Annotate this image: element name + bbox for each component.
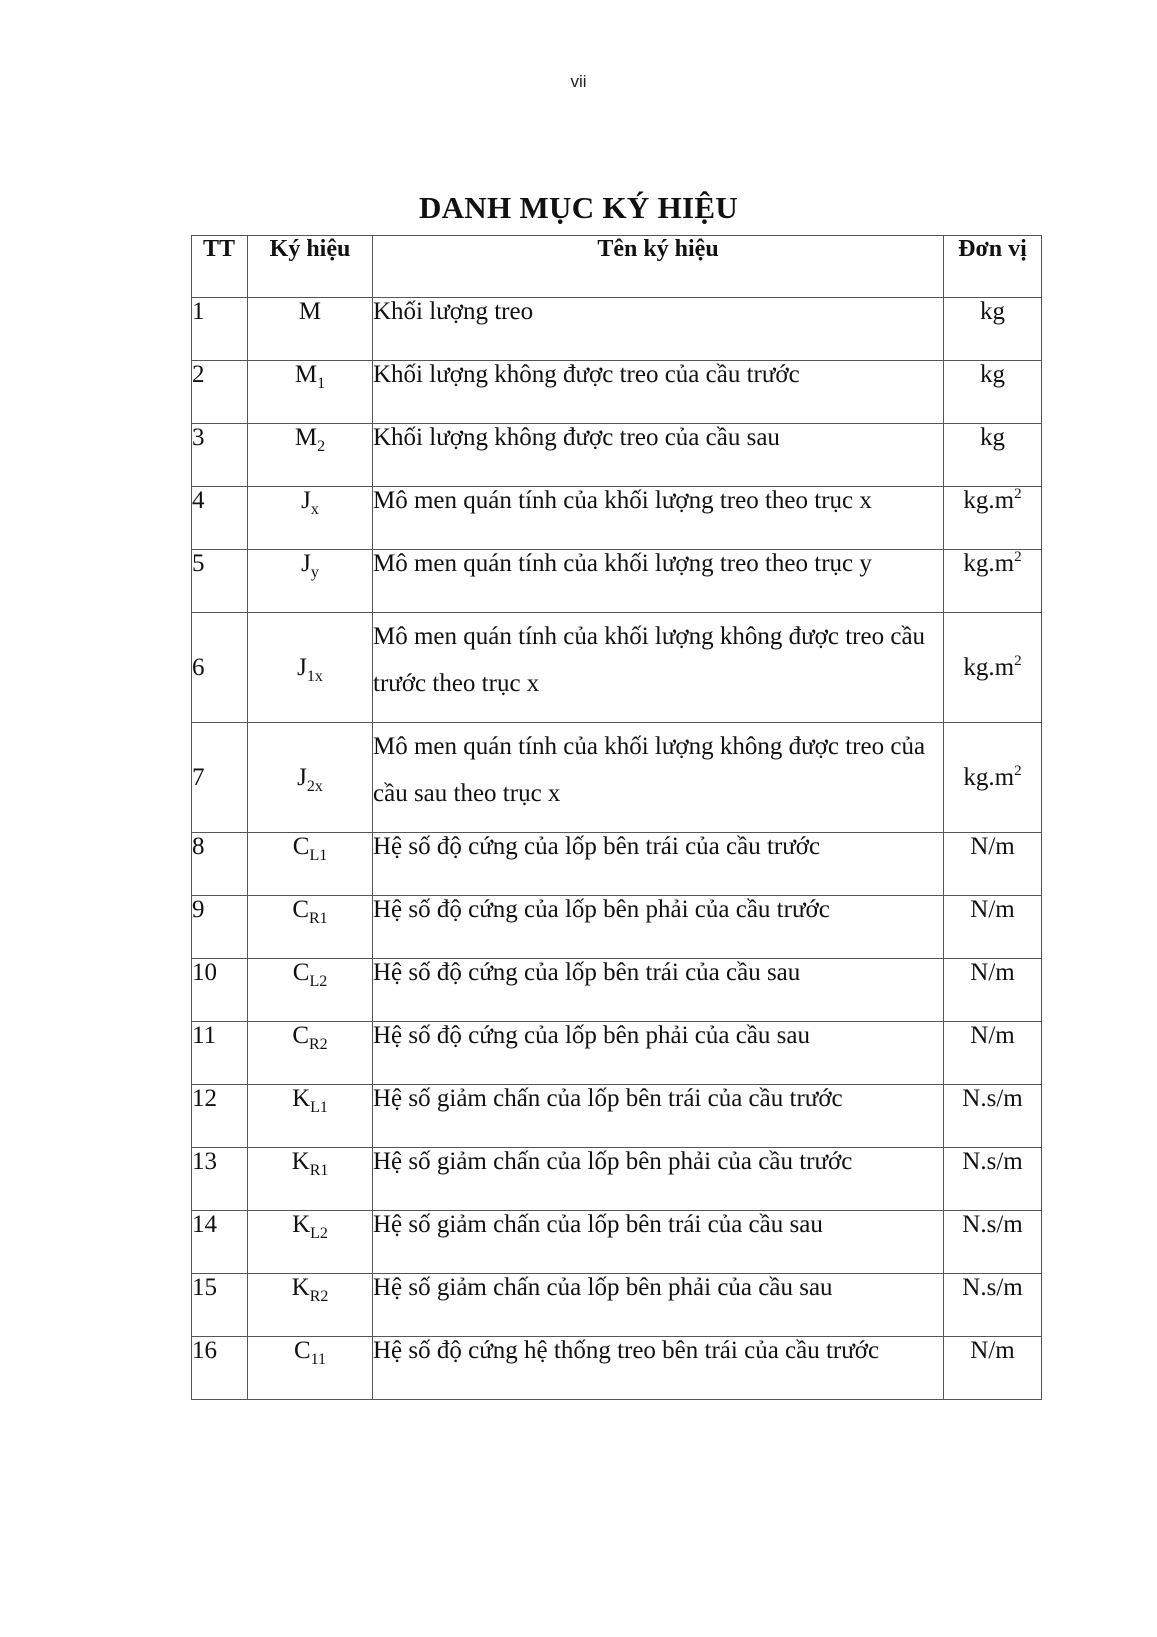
- header-name: Tên ký hiệu: [373, 236, 944, 298]
- unit-cell: [944, 424, 1042, 487]
- symbol-letter: J: [301, 550, 311, 577]
- unit-cell: [944, 1148, 1042, 1211]
- symbol-description: Mô men quán tính của khối lượng không được treo cầu trước theo trục x: [373, 613, 944, 723]
- page-title: DANH MỤC KÝ HIỆU: [418, 190, 739, 225]
- symbol-letter: C: [292, 1022, 309, 1049]
- symbol-letter: C: [292, 833, 310, 860]
- unit-text: kg: [980, 424, 1005, 451]
- unit-text: N/m: [970, 1022, 1015, 1049]
- symbol-description: Hệ số độ cứng của lốp bên phải của cầu trước: [373, 896, 944, 959]
- table-row: [192, 1022, 1042, 1085]
- table-row: [192, 1148, 1042, 1211]
- table-row: [192, 424, 1042, 487]
- symbol-table: [191, 235, 1042, 1400]
- symbol-subscript: L1: [309, 847, 328, 864]
- row-number: 7: [192, 723, 248, 833]
- symbol-subscript: 11: [310, 1351, 327, 1368]
- row-number: 15: [192, 1274, 248, 1337]
- row-number: 13: [192, 1148, 248, 1211]
- symbol-description: Hệ số độ cứng hệ thống treo bên trái của cầu trước: [373, 1337, 944, 1400]
- unit-text: kg.m: [963, 763, 1015, 791]
- header-tt: TT: [192, 236, 248, 298]
- symbol-description: Hệ số giảm chấn của lốp bên trái của cầu sau: [373, 1211, 944, 1274]
- table-row: [192, 723, 1042, 833]
- symbol-cell: [248, 896, 373, 959]
- unit-text: kg.m: [963, 487, 1015, 514]
- page-number: vii: [570, 72, 587, 91]
- table-row: [192, 550, 1042, 613]
- unit-text: N.s/m: [962, 1211, 1023, 1238]
- unit-text: kg.m: [963, 550, 1015, 577]
- row-number: 1: [192, 298, 248, 361]
- symbol-letter: M: [298, 298, 322, 325]
- symbol-cell: [248, 833, 373, 896]
- table-header-row: [192, 236, 1042, 298]
- symbol-description: Mô men quán tính của khối lượng treo theo trục x: [373, 487, 944, 550]
- symbol-letter: C: [292, 959, 310, 986]
- unit-cell: [944, 1274, 1042, 1337]
- unit-cell: [944, 959, 1042, 1022]
- unit-cell: [944, 1211, 1042, 1274]
- symbol-cell: [248, 487, 373, 550]
- symbol-subscript: y: [310, 564, 319, 581]
- symbol-letter: K: [292, 1085, 311, 1112]
- symbol-letter: C: [293, 1337, 311, 1364]
- table-row: [192, 613, 1042, 723]
- unit-text: N.s/m: [962, 1274, 1023, 1301]
- row-number: 5: [192, 550, 248, 613]
- unit-text: N.s/m: [962, 1085, 1023, 1112]
- symbol-cell: [248, 723, 373, 833]
- symbol-letter: C: [292, 896, 309, 923]
- table-row: [192, 896, 1042, 959]
- symbol-subscript: L2: [309, 973, 328, 990]
- symbol-description: Mô men quán tính của khối lượng không được treo của cầu sau theo trục x: [373, 723, 944, 833]
- symbol-description: Hệ số độ cứng của lốp bên trái của cầu sau: [373, 959, 944, 1022]
- symbol-description: Khối lượng không được treo của cầu sau: [373, 424, 944, 487]
- unit-cell: [944, 896, 1042, 959]
- row-number: 14: [192, 1211, 248, 1274]
- row-number: 4: [192, 487, 248, 550]
- unit-cell: [944, 361, 1042, 424]
- symbol-cell: [248, 1274, 373, 1337]
- unit-text: N/m: [970, 896, 1015, 923]
- symbol-cell: [248, 1085, 373, 1148]
- symbol-cell: [248, 298, 373, 361]
- symbol-letter: K: [291, 1148, 310, 1175]
- symbol-subscript: 1x: [306, 667, 323, 685]
- symbol-subscript: R1: [309, 1162, 329, 1179]
- unit-text: kg: [980, 298, 1005, 325]
- table-row: [192, 1337, 1042, 1400]
- symbol-letter: J: [297, 653, 307, 681]
- symbol-description: Hệ số giảm chấn của lốp bên trái của cầu trước: [373, 1085, 944, 1148]
- table-row: [192, 298, 1042, 361]
- symbol-description: Hệ số giảm chấn của lốp bên phải của cầu sau: [373, 1274, 944, 1337]
- row-number: 3: [192, 424, 248, 487]
- symbol-description: Hệ số độ cứng của lốp bên phải của cầu sau: [373, 1022, 944, 1085]
- symbol-letter: K: [291, 1274, 310, 1301]
- unit-cell: [944, 723, 1042, 833]
- unit-text: N/m: [970, 1337, 1015, 1364]
- symbol-cell: [248, 613, 373, 723]
- symbol-subscript: R2: [309, 1288, 329, 1305]
- unit-cell: [944, 487, 1042, 550]
- symbol-subscript: L1: [310, 1099, 328, 1116]
- unit-cell: [944, 833, 1042, 896]
- header-symbol: Ký hiệu: [248, 236, 373, 298]
- symbol-letter: J: [297, 763, 307, 791]
- symbol-description: Hệ số giảm chấn của lốp bên phải của cầu trước: [373, 1148, 944, 1211]
- symbol-description: Khối lượng không được treo của cầu trước: [373, 361, 944, 424]
- symbol-letter: J: [301, 487, 311, 514]
- symbol-cell: [248, 1211, 373, 1274]
- symbol-letter: M: [294, 424, 318, 451]
- unit-cell: [944, 1022, 1042, 1085]
- row-number: 8: [192, 833, 248, 896]
- table-row: [192, 1211, 1042, 1274]
- unit-superscript: 2: [1014, 549, 1022, 565]
- unit-cell: [944, 613, 1042, 723]
- row-number: 9: [192, 896, 248, 959]
- unit-text: N/m: [970, 959, 1015, 986]
- unit-superscript: 2: [1014, 762, 1022, 779]
- symbol-subscript: R1: [309, 910, 328, 927]
- symbol-cell: [248, 424, 373, 487]
- symbol-description: Hệ số độ cứng của lốp bên trái của cầu trước: [373, 833, 944, 896]
- row-number: 10: [192, 959, 248, 1022]
- symbol-letter: K: [292, 1211, 311, 1238]
- unit-cell: [944, 550, 1042, 613]
- symbol-cell: [248, 1022, 373, 1085]
- symbol-subscript: L2: [310, 1225, 328, 1242]
- table-row: [192, 487, 1042, 550]
- unit-superscript: 2: [1014, 652, 1022, 669]
- row-number: 11: [192, 1022, 248, 1085]
- symbol-cell: [248, 959, 373, 1022]
- symbol-description: Mô men quán tính của khối lượng treo theo trục y: [373, 550, 944, 613]
- unit-text: kg.m: [963, 653, 1015, 681]
- symbol-description: Khối lượng treo: [373, 298, 944, 361]
- symbol-cell: [248, 1148, 373, 1211]
- table-row: [192, 1085, 1042, 1148]
- unit-cell: [944, 298, 1042, 361]
- unit-text: N.s/m: [962, 1148, 1023, 1175]
- row-number: 16: [192, 1337, 248, 1400]
- symbol-subscript: 2: [317, 438, 326, 455]
- symbol-cell: [248, 361, 373, 424]
- unit-text: kg: [980, 361, 1005, 388]
- unit-superscript: 2: [1014, 486, 1022, 502]
- unit-cell: [944, 1085, 1042, 1148]
- symbol-letter: M: [294, 361, 318, 388]
- table-row: [192, 959, 1042, 1022]
- table-row: [192, 361, 1042, 424]
- table-row: [192, 1274, 1042, 1337]
- symbol-subscript: x: [310, 501, 319, 518]
- unit-text: N/m: [970, 833, 1015, 860]
- symbol-cell: [248, 1337, 373, 1400]
- header-unit: Đơn vị: [944, 236, 1042, 298]
- row-number: 12: [192, 1085, 248, 1148]
- symbol-subscript: 1: [317, 375, 326, 392]
- row-number: 6: [192, 613, 248, 723]
- symbol-subscript: R2: [309, 1036, 328, 1053]
- table-row: [192, 833, 1042, 896]
- row-number: 2: [192, 361, 248, 424]
- symbol-cell: [248, 550, 373, 613]
- symbol-subscript: 2x: [306, 777, 323, 795]
- unit-cell: [944, 1337, 1042, 1400]
